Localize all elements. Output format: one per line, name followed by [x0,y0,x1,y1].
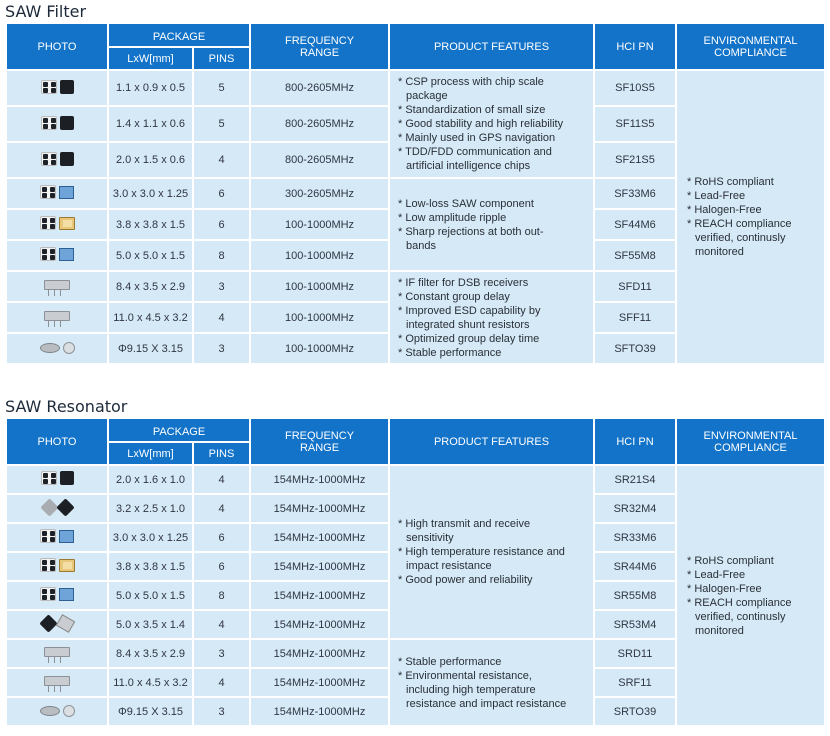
env-line: * RoHS compliant [687,554,774,567]
frequency-cell: 154MHz-1000MHz [251,611,388,638]
pn-cell: SF44M6 [595,210,675,239]
to39-photo-icon [40,705,75,717]
frequency-cell: 800-2605MHz [251,107,388,141]
size-cell: 2.0 x 1.6 x 1.0 [109,466,192,493]
feature-line: * Low amplitude ripple [398,211,507,224]
header-pn: HCI PN [595,419,675,464]
feature-line: integrated shunt resistors [406,318,530,331]
environment-cell [677,71,824,363]
header-environment-line1: ENVIRONMENTAL [703,34,798,47]
env-line: * Lead-Free [687,190,746,202]
photo-cell [7,611,107,638]
header-frequency [251,24,388,69]
feature-line: * High temperature resistance and [398,546,565,558]
feature-line: * Good stability and high reliability [398,118,564,130]
feature-line: * Standardization of small size [398,104,546,116]
size-cell: 11.0 x 4.5 x 3.2 [109,303,192,332]
frequency-cell: 100-1000MHz [251,334,388,363]
pn-cell: SFF11 [595,303,675,332]
frequency-cell: 100-1000MHz [251,241,388,270]
env-line: verified, continusly [695,610,786,623]
photo-cell [7,495,107,522]
photo-cell [7,334,107,363]
frequency-cell: 154MHz-1000MHz [251,466,388,493]
photo-cell [7,303,107,332]
features-cell [390,466,593,638]
pins-cell: 8 [194,241,249,270]
photo-cell [7,524,107,551]
size-cell: 3.0 x 3.0 x 1.25 [109,524,192,551]
chip-photo-icon [41,80,74,94]
header-environment-line2: COMPLIANCE [714,46,787,59]
feature-line: * Low-loss SAW component [398,197,534,210]
pins-cell: 8 [194,582,249,609]
photo-cell [7,143,107,177]
env-line: * RoHS compliant [687,176,774,188]
dip-photo-icon [44,280,70,290]
photo-cell [7,640,107,667]
frequency-cell: 800-2605MHz [251,71,388,105]
pins-cell: 4 [194,143,249,177]
frequency-cell: 154MHz-1000MHz [251,669,388,696]
pins-cell: 4 [194,466,249,493]
pn-cell: SR21S4 [595,466,675,493]
header-pn: HCI PN [595,24,675,69]
pn-cell: SRTO39 [595,698,675,725]
pins-cell: 6 [194,524,249,551]
pn-cell: SF55M8 [595,241,675,270]
pins-cell: 4 [194,303,249,332]
to39-photo-icon [40,342,75,354]
feature-line: * Constant group delay [398,290,510,303]
pins-cell: 6 [194,210,249,239]
header-features: PRODUCT FEATURES [390,24,593,69]
chip-photo-icon [40,587,74,601]
frequency-cell: 154MHz-1000MHz [251,582,388,609]
features-cell [390,272,593,363]
feature-line: * High transmit and receive [398,518,531,530]
header-environment [677,419,824,464]
feature-line: * Mainly used in GPS navigation [398,132,556,144]
photo-cell [7,272,107,301]
dip-photo-icon [44,311,70,321]
header-frequency-line1: FREQUENCY [284,429,355,442]
header-frequency-line2: RANGE [299,441,340,454]
pins-cell: 4 [194,669,249,696]
frequency-cell: 100-1000MHz [251,210,388,239]
env-line: * REACH compliance [687,218,792,230]
pn-cell: SF21S5 [595,143,675,177]
size-cell: 3.0 x 3.0 x 1.25 [109,179,192,208]
feature-line: * Good power and reliability [398,574,533,586]
size-cell: 1.1 x 0.9 x 0.5 [109,71,192,105]
pn-cell: SFD11 [595,272,675,301]
pn-cell: SF11S5 [595,107,675,141]
pins-cell: 3 [194,640,249,667]
pins-cell: 3 [194,272,249,301]
env-line: monitored [695,246,744,258]
size-cell: 5.0 x 5.0 x 1.5 [109,582,192,609]
header-environment-line2: COMPLIANCE [714,441,787,454]
header-package: PACKAGE [109,419,249,441]
header-package: PACKAGE [109,24,249,46]
chip-photo-icon [40,216,75,230]
saw-filter-table [5,22,826,365]
photo-cell [7,107,107,141]
pn-cell: SR53M4 [595,611,675,638]
feature-line: * IF filter for DSB receivers [398,276,529,289]
env-line: * Lead-Free [687,568,746,581]
feature-line: * Stable performance [398,346,502,359]
frequency-cell: 800-2605MHz [251,143,388,177]
header-frequency-line1: FREQUENCY [284,34,355,47]
pn-cell: SR32M4 [595,495,675,522]
size-cell: 8.4 x 3.5 x 2.9 [109,640,192,667]
photo-cell [7,553,107,580]
pins-cell: 3 [194,698,249,725]
feature-line: * Sharp rejections at both out- [398,225,544,238]
photo-cell [7,241,107,270]
frequency-cell: 154MHz-1000MHz [251,524,388,551]
header-lxw: LxW[mm] [109,443,192,464]
pins-cell: 6 [194,179,249,208]
photo-cell [7,71,107,105]
size-cell: 8.4 x 3.5 x 2.9 [109,272,192,301]
frequency-cell: 154MHz-1000MHz [251,640,388,667]
chip-photo-icon [40,247,74,261]
dip-photo-icon [44,676,70,686]
header-environment-line1: ENVIRONMENTAL [703,429,798,442]
chip-photo-icon [41,116,74,130]
feature-line: * Stable performance [398,655,502,668]
frequency-cell: 154MHz-1000MHz [251,698,388,725]
feature-line: bands [406,239,436,252]
header-pins: PINS [194,443,249,464]
photo-cell [7,698,107,725]
env-line: * Halogen-Free [687,204,762,216]
feature-line: package [406,90,448,102]
header-frequency-line2: RANGE [299,46,340,59]
env-line: * Halogen-Free [687,582,762,595]
env-line: * REACH compliance [687,596,792,609]
features-cell [390,71,593,177]
chip-photo-icon [42,617,73,630]
feature-line: including high temperature [406,683,536,696]
size-cell: Φ9.15 X 3.15 [109,334,192,363]
pn-cell: SR55M8 [595,582,675,609]
feature-line: impact resistance [406,560,492,572]
feature-line: * Improved ESD capability by [398,304,541,317]
size-cell: 11.0 x 4.5 x 3.2 [109,669,192,696]
pins-cell: 5 [194,107,249,141]
header-environment [677,24,824,69]
frequency-cell: 300-2605MHz [251,179,388,208]
feature-line: * Optimized group delay time [398,332,540,345]
header-features: PRODUCT FEATURES [390,419,593,464]
features-cell [390,640,593,725]
header-photo: PHOTO [7,24,107,69]
frequency-cell: 154MHz-1000MHz [251,553,388,580]
header-pins: PINS [194,48,249,69]
photo-cell [7,582,107,609]
photo-cell [7,466,107,493]
feature-line: artificial intelligence chips [406,160,531,172]
size-cell: 3.2 x 2.5 x 1.0 [109,495,192,522]
pn-cell: SF10S5 [595,71,675,105]
photo-cell [7,210,107,239]
filter-section-title: SAW Filter [5,2,87,21]
header-lxw: LxW[mm] [109,48,192,69]
environment-cell [677,466,824,725]
header-photo: PHOTO [7,419,107,464]
chip-photo-icon [40,529,74,543]
dip-photo-icon [44,647,70,657]
chip-photo-icon [40,185,74,199]
size-cell: 5.0 x 3.5 x 1.4 [109,611,192,638]
frequency-cell: 154MHz-1000MHz [251,495,388,522]
pins-cell: 4 [194,611,249,638]
chip-photo-icon [40,558,75,572]
size-cell: 5.0 x 5.0 x 1.5 [109,241,192,270]
chip-photo-icon [41,152,74,166]
chip-photo-icon [43,501,72,514]
size-cell: 2.0 x 1.5 x 0.6 [109,143,192,177]
pins-cell: 3 [194,334,249,363]
frequency-cell: 100-1000MHz [251,303,388,332]
photo-cell [7,669,107,696]
pins-cell: 4 [194,495,249,522]
size-cell: Φ9.15 X 3.15 [109,698,192,725]
size-cell: 1.4 x 1.1 x 0.6 [109,107,192,141]
feature-line: resistance and impact resistance [406,697,567,710]
pins-cell: 5 [194,71,249,105]
pn-cell: SRF11 [595,669,675,696]
photo-cell [7,179,107,208]
feature-line: * TDD/FDD communication and [398,146,552,158]
size-cell: 3.8 x 3.8 x 1.5 [109,210,192,239]
feature-line: * CSP process with chip scale [398,76,544,88]
features-cell [390,179,593,270]
pn-cell: SRD11 [595,640,675,667]
size-cell: 3.8 x 3.8 x 1.5 [109,553,192,580]
frequency-cell: 100-1000MHz [251,272,388,301]
resonator-section-title: SAW Resonator [5,397,128,416]
env-line: monitored [695,624,744,637]
pn-cell: SF33M6 [595,179,675,208]
table-row [7,71,824,105]
env-line: verified, continusly [695,232,786,244]
saw-resonator-table [5,417,826,727]
feature-line: * Environmental resistance, [398,669,532,682]
table-row [7,466,824,493]
pn-cell: SR44M6 [595,553,675,580]
header-frequency [251,419,388,464]
chip-photo-icon [41,471,74,485]
pins-cell: 6 [194,553,249,580]
feature-line: sensitivity [406,532,454,544]
pn-cell: SR33M6 [595,524,675,551]
pn-cell: SFTO39 [595,334,675,363]
